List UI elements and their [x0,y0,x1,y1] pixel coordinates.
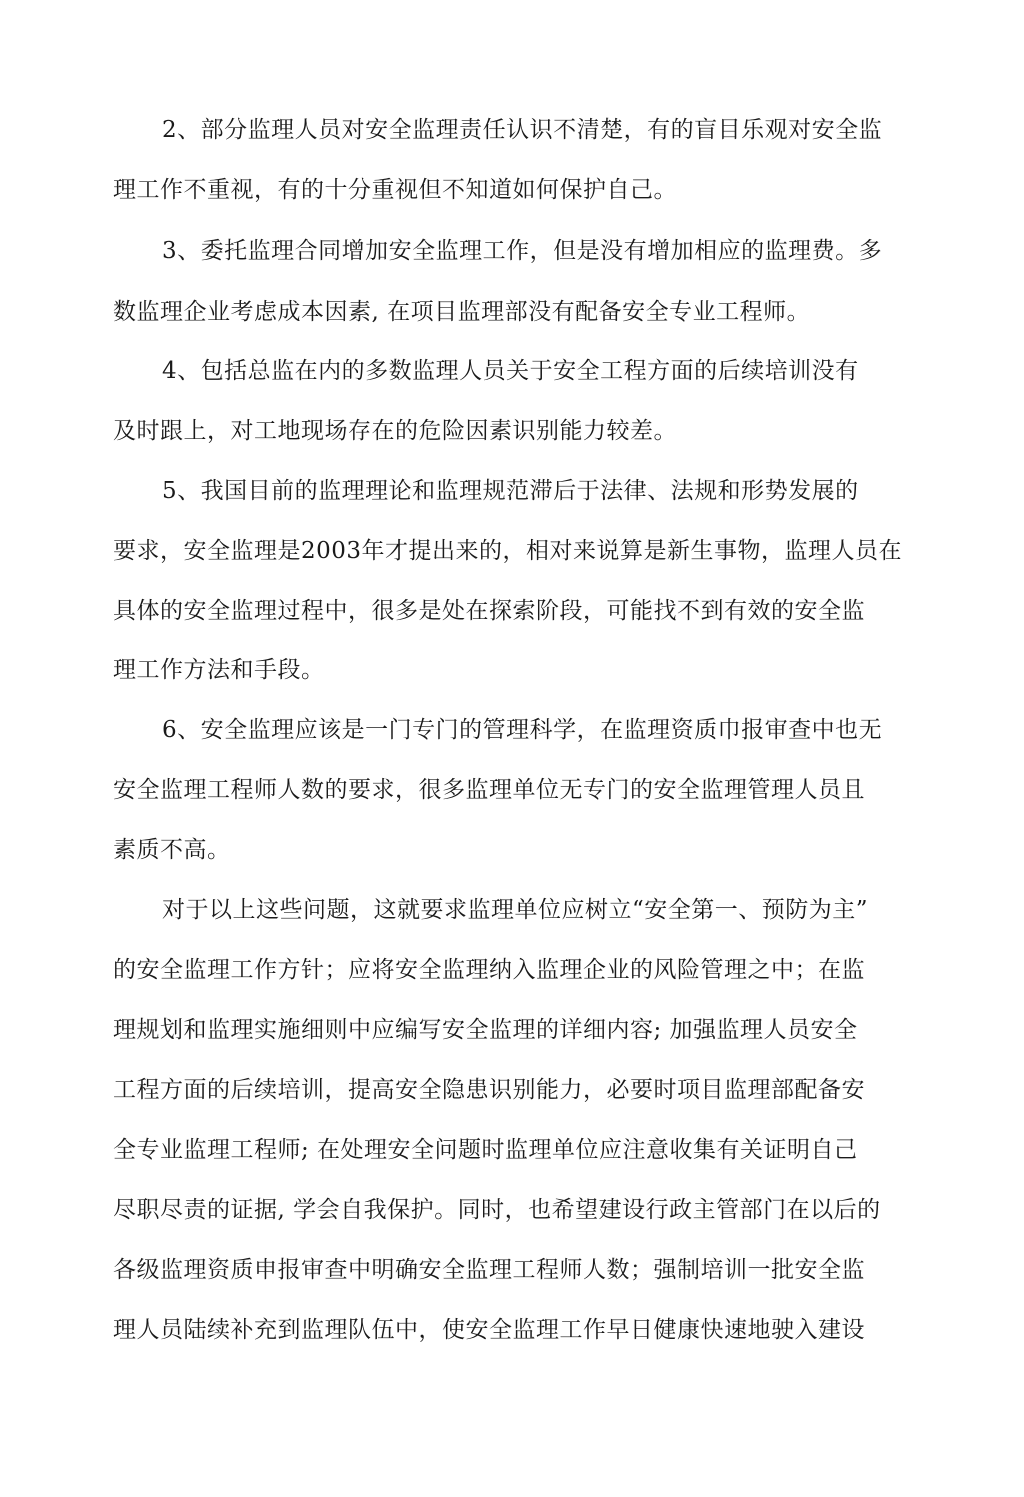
paragraph-2-line-2: 理工作不重视，有的十分重视但不知道如何保护自己。 [113,177,677,203]
paragraph-6-line-1: 6、安全监理应该是一门专门的管理科学，在监理资质巾报审查中也无 [162,717,883,743]
paragraph-3-line-1: 3、委托监理合同增加安全监理工作，但是没有增加相应的监理费。多 [162,238,883,264]
paragraph-4-line-2: 及时跟上，对工地现场存在的危险因素识别能力较差。 [113,418,677,444]
paragraph-5-line-4: 理工作方法和手段。 [113,657,325,683]
paragraph-2-line-1: 2、部分监理人员对安全监理责任认识不清楚，有的盲目乐观对安全监 [162,117,883,143]
paragraph-5-line-1: 5、我国目前的监理理论和监理规范滞后于法律、法规和形势发展的 [162,478,859,504]
paragraph-4-line-1: 4、包括总监在内的多数监理人员关于安全工程方面的后续培训没有 [162,358,859,384]
paragraph-7-line-6: 尽职尽责的证据, 学会自我保护。同时，也希望建设行政主管部门在以后的 [113,1197,881,1223]
paragraph-7-line-4: 工程方面的后续培训，提高安全隐患识别能力，必要时项目监理部配备安 [113,1077,865,1103]
paragraph-3-line-2: 数监理企业考虑成本因素, 在项目监理部没有配备安全专业工程师。 [113,299,811,325]
paragraph-6-line-2: 安全监理工程师人数的要求，很多监理单位无专门的安全监理管理人员且 [113,777,865,803]
paragraph-7-line-2: 的安全监理工作方针；应将安全监理纳入监理企业的风险管理之中；在监 [113,957,865,983]
paragraph-5-line-3: 具体的安全监理过程中，很多是处在探索阶段，可能找不到有效的安全监 [113,598,865,624]
paragraph-6-line-3: 素质不高。 [113,837,231,863]
paragraph-7-line-5: 全专业监理工程师; 在处理安全问题时监理单位应注意收集有关证明自己 [113,1137,858,1163]
paragraph-7-line-1: 对于以上这些问题，这就要求监理单位应树立“安全第一、预防为主” [162,897,869,923]
paragraph-7-line-8: 理人员陆续补充到监理队伍中，使安全监理工作早日健康快速地驶入建设 [113,1317,865,1343]
paragraph-5-line-2: 要求，安全监理是2003年才提出来的，相对来说算是新生事物，监理人员在 [113,538,903,564]
paragraph-7-line-3: 理规划和监理实施细则中应编写安全监理的详细内容; 加强监理人员安全 [113,1017,858,1043]
paragraph-7-line-7: 各级监理资质申报审查中明确安全监理工程师人数；强制培训一批安全监 [113,1257,865,1283]
